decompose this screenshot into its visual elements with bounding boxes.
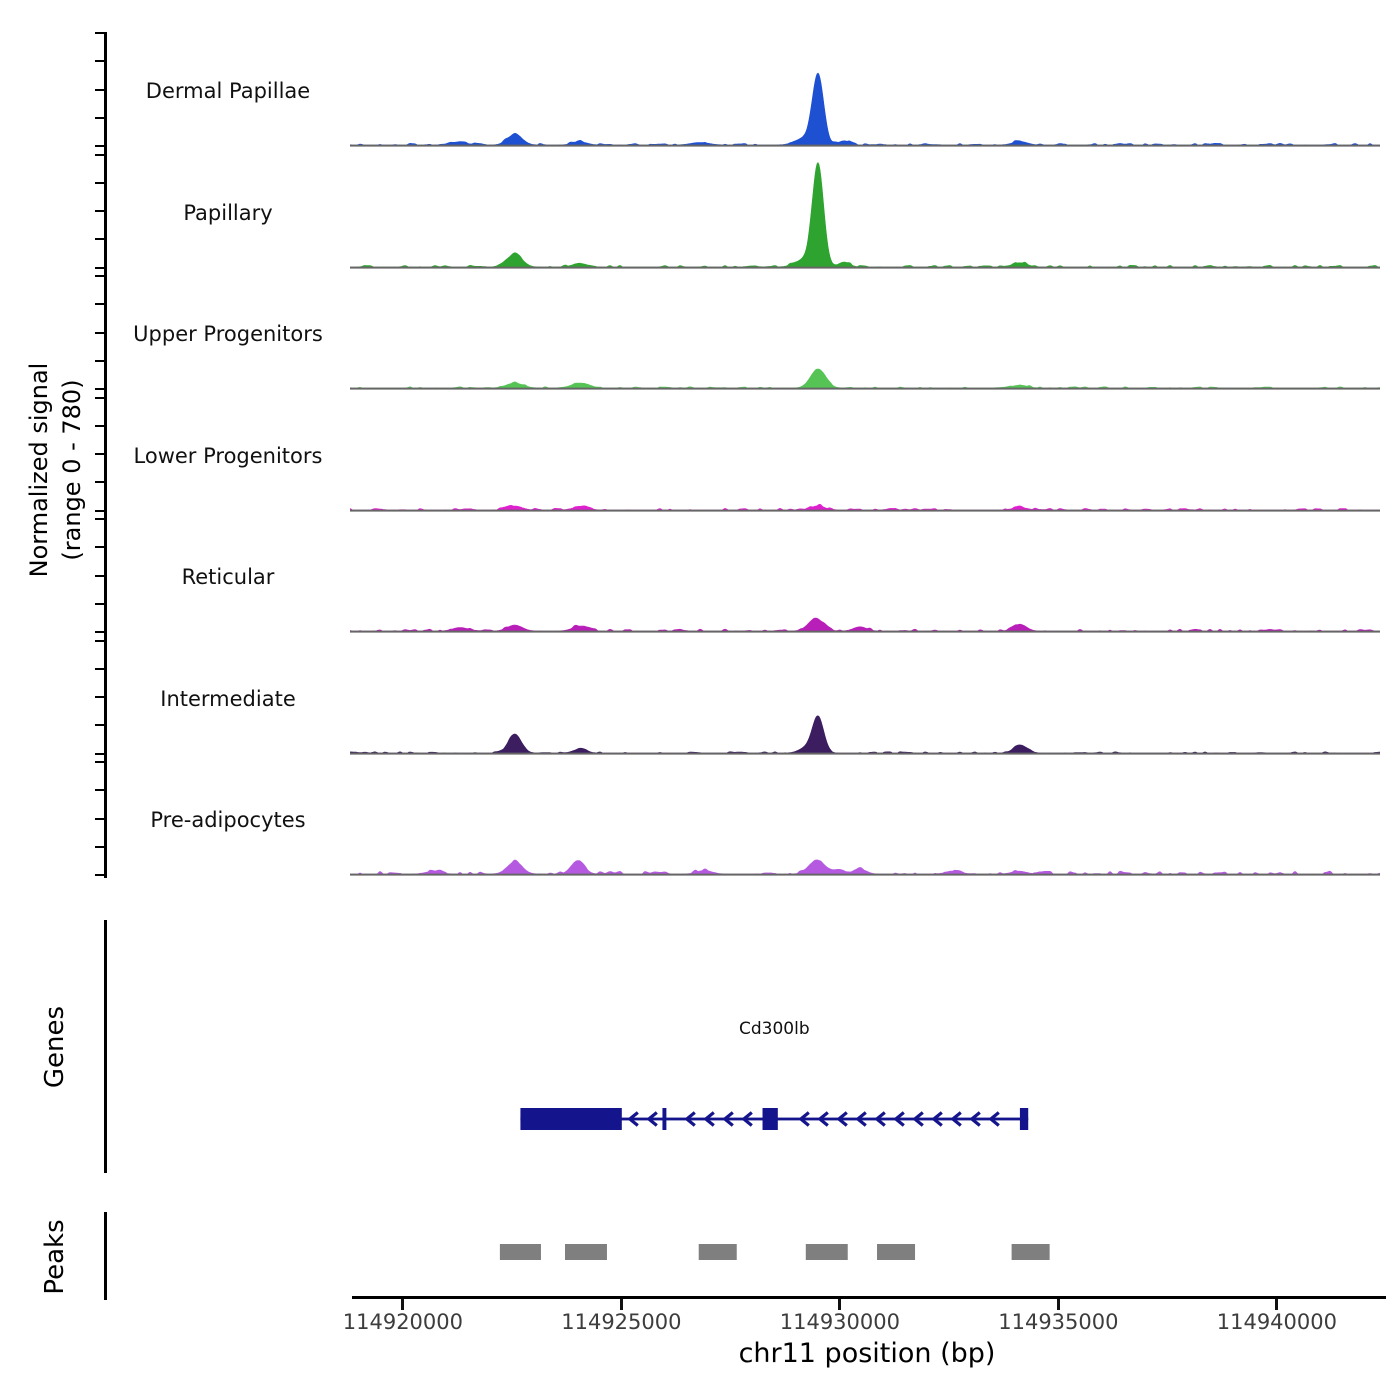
signal-track-reticular [350, 519, 1380, 634]
x-axis-tick [620, 1299, 623, 1310]
track-baseline [350, 752, 1380, 754]
genes-section-label: Genes [40, 1005, 70, 1089]
y-axis-tick [95, 360, 104, 362]
y-axis-tick [95, 846, 104, 848]
y-axis-tick [95, 818, 104, 820]
y-axis-label-line1: Normalized signal [25, 362, 53, 578]
y-axis-tick [95, 575, 104, 577]
track-baseline [350, 509, 1380, 511]
gene-exon [662, 1108, 666, 1130]
y-axis-tick [95, 874, 104, 876]
gene-name-label: Cd300lb [739, 1019, 810, 1039]
track-baseline [350, 874, 1380, 876]
signal-area [350, 618, 1380, 631]
signal-track-intermediate [350, 641, 1380, 756]
y-axis-tick [95, 397, 104, 399]
y-axis-tick [95, 789, 104, 791]
signal-track-lower-progenitors [350, 398, 1380, 513]
x-axis-tick-label: 114935000 [998, 1310, 1119, 1334]
y-axis-tick [95, 267, 104, 269]
y-axis-tick [95, 210, 104, 212]
y-axis-tick [95, 640, 104, 642]
y-axis-spine [104, 32, 107, 878]
gene-exon [763, 1108, 778, 1130]
signal-track-papillary [350, 155, 1380, 270]
track-label: Reticular [181, 565, 275, 589]
x-axis-tick [1275, 1299, 1278, 1310]
track-baseline [350, 266, 1380, 268]
signal-area [350, 162, 1380, 266]
y-axis-tick [95, 546, 104, 548]
y-axis-tick [95, 145, 104, 147]
y-axis-tick [95, 238, 104, 240]
gene-exon [520, 1108, 621, 1130]
y-axis-tick [95, 117, 104, 119]
x-axis-title: chr11 position (bp) [738, 1338, 996, 1369]
peak-interval [1012, 1244, 1050, 1260]
y-axis-tick [95, 425, 104, 427]
track-baseline [350, 388, 1380, 390]
track-label: Intermediate [160, 686, 296, 711]
y-axis-tick [95, 761, 104, 763]
track-label: Lower Progenitors [133, 443, 323, 468]
peak-interval [699, 1244, 737, 1260]
x-axis-line [352, 1296, 1386, 1299]
y-axis-tick [95, 303, 104, 305]
peak-interval [565, 1244, 607, 1260]
y-axis-tick [95, 60, 104, 62]
signal-track-pre-adipocytes [350, 762, 1380, 877]
y-axis-tick [95, 753, 104, 755]
y-axis-tick [95, 518, 104, 520]
gene-exon [1020, 1108, 1028, 1130]
y-axis-tick [95, 724, 104, 726]
x-axis-tick-label: 114925000 [561, 1310, 682, 1334]
signal-area [350, 504, 1380, 510]
y-axis-tick [95, 481, 104, 483]
signal-area [350, 369, 1380, 388]
x-axis-tick [838, 1299, 841, 1310]
signal-area [350, 715, 1380, 752]
peaks-track [350, 1240, 1380, 1270]
x-axis-tick [401, 1299, 404, 1310]
y-axis-tick [95, 668, 104, 670]
y-axis-tick [95, 453, 104, 455]
x-axis-tick-label: 114930000 [779, 1310, 900, 1334]
y-axis-label-line2: (range 0 - 780) [58, 379, 86, 561]
signal-track-upper-progenitors [350, 276, 1380, 391]
y-axis-tick [95, 32, 104, 34]
y-axis-tick [95, 631, 104, 633]
track-baseline [350, 631, 1380, 633]
peaks-section-label: Peaks [40, 1219, 70, 1295]
x-axis-tick-label: 114920000 [342, 1310, 463, 1334]
y-axis-label [23, 290, 89, 650]
track-label: Dermal Papillae [145, 79, 311, 103]
signal-track-dermal-papillae [350, 33, 1380, 148]
x-axis-tick [1057, 1299, 1060, 1310]
signal-area [350, 860, 1380, 874]
genes-bracket [104, 920, 107, 1173]
y-axis-tick [95, 182, 104, 184]
y-axis-tick [95, 603, 104, 605]
track-label: Papillary [183, 200, 273, 225]
track-baseline [350, 145, 1380, 147]
y-axis-tick [95, 89, 104, 91]
y-axis-tick [95, 154, 104, 156]
y-axis-tick [95, 696, 104, 698]
peaks-bracket [104, 1212, 107, 1300]
signal-area [350, 73, 1380, 145]
y-axis-tick [95, 275, 104, 277]
peak-interval [500, 1244, 541, 1260]
peak-interval [806, 1244, 848, 1260]
x-axis-tick-label: 114940000 [1216, 1310, 1337, 1334]
y-axis-tick [95, 510, 104, 512]
peak-interval [877, 1244, 915, 1260]
track-label: Upper Progenitors [133, 322, 323, 346]
y-axis-tick [95, 388, 104, 390]
track-label: Pre-adipocytes [150, 808, 306, 832]
y-axis-tick [95, 332, 104, 334]
gene-track [350, 1000, 1380, 1180]
